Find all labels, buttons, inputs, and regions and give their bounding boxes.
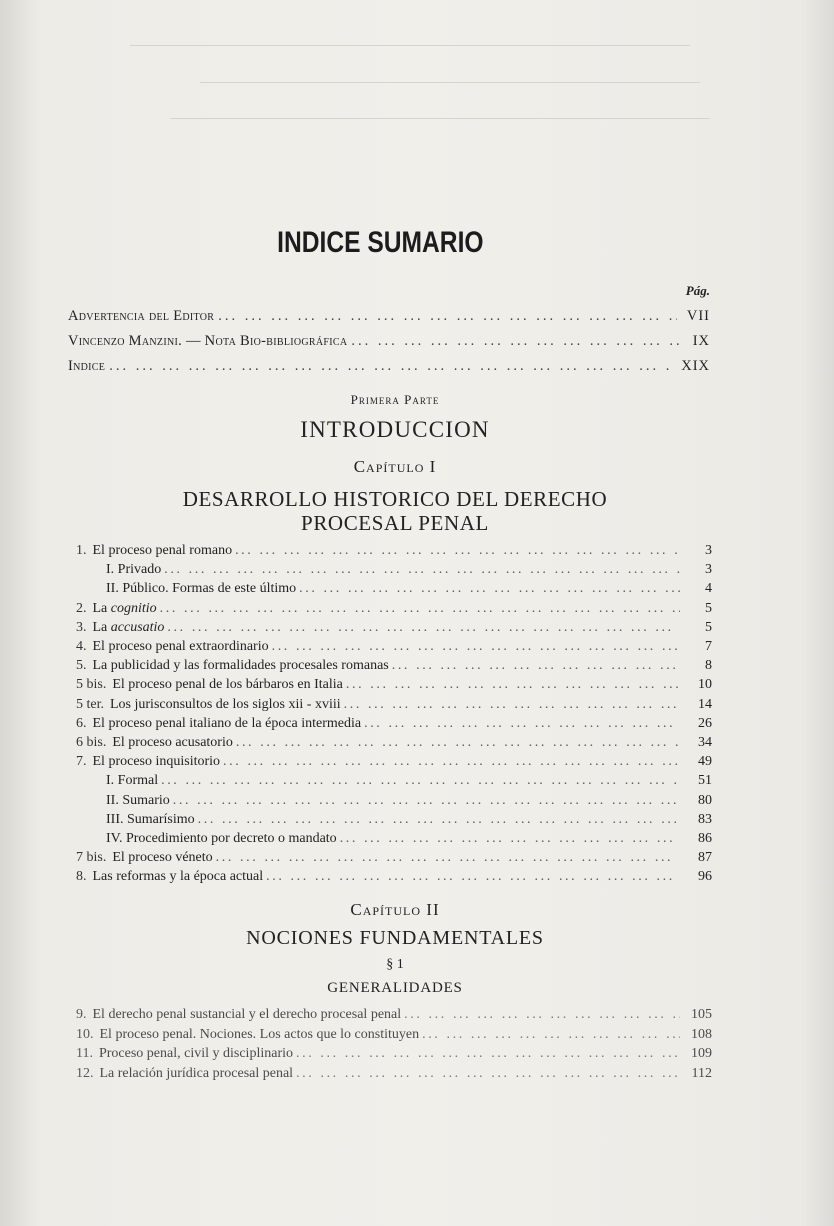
toc-entry-number: 10. [76, 1026, 94, 1042]
leader-dots [161, 773, 680, 789]
front-matter-page: VII [686, 308, 710, 324]
toc-entry [76, 620, 712, 639]
toc-entry [76, 1007, 712, 1026]
toc-entry-page: 105 [691, 1007, 712, 1022]
chapter-title-line2: PROCESAL PENAL [301, 511, 489, 535]
toc-entry-text: III. Sumarísimo [106, 811, 195, 827]
section-number: § 1 [386, 957, 404, 972]
toc-entry-number: 6. [76, 715, 87, 731]
leader-dots [422, 1027, 680, 1043]
toc-entry [76, 850, 712, 869]
toc-entry-text: El proceso penal italiano de la época intermedia [92, 715, 362, 731]
leader-dots [235, 543, 680, 559]
toc-entry-page: 7 [705, 639, 712, 654]
leader-dots [346, 677, 680, 693]
toc-entry-text: El proceso véneto [112, 850, 213, 866]
bleed-through-line [200, 82, 700, 83]
leader-dots [296, 1066, 680, 1082]
front-matter-page: IX [692, 333, 710, 349]
leader-dots [216, 850, 680, 866]
bleed-through-line [170, 118, 710, 119]
toc-entry-number: 4. [76, 639, 87, 654]
leader-dots [266, 869, 680, 885]
toc-entry-page: 112 [691, 1065, 712, 1081]
toc-entry [76, 601, 712, 620]
toc-entry [76, 562, 712, 581]
front-matter-label: Indice [68, 358, 106, 374]
chapter-label: Capítulo I [353, 457, 437, 476]
front-matter-label: Vincenzo Manzini. — Nota Bio-bibliográfica [68, 333, 348, 349]
toc-entry-text: IV. Procedimiento por decreto o mandato [106, 831, 337, 846]
toc-entry-page: 49 [698, 754, 712, 770]
page-title: INDICE SUMARIO [277, 226, 484, 259]
toc-entry [76, 697, 712, 716]
leader-dots [160, 601, 680, 617]
leader-dots [173, 793, 680, 809]
toc-entry-text: La accusatio [92, 619, 165, 635]
toc-entry [76, 1066, 712, 1085]
latin-term: accusatio [110, 619, 165, 635]
toc-entry-page: 96 [698, 869, 712, 885]
toc-entry-page: 108 [691, 1026, 712, 1042]
leader-dots [392, 658, 680, 674]
toc-entry-text: II. Público. Formas de este último [106, 581, 297, 597]
toc-entry-text: El proceso inquisitorio [92, 754, 221, 770]
toc-entry-number: 9. [76, 1007, 87, 1022]
toc-entry [76, 639, 712, 658]
leader-dots [167, 620, 680, 636]
toc-entry-text: I. Formal [106, 773, 159, 789]
toc-entry-page: 26 [698, 715, 712, 731]
leader-dots [109, 358, 671, 375]
toc-entry-number: 12. [76, 1065, 94, 1081]
toc-entry [76, 677, 712, 696]
toc-entry-number: 5 bis. [76, 677, 107, 693]
chapter-label: Capítulo II [350, 900, 440, 919]
toc-entry [76, 1046, 712, 1065]
toc-entry-page: 8 [705, 658, 712, 674]
leader-dots [299, 581, 680, 597]
toc-entry-number: 2. [76, 600, 87, 616]
toc-entry-page: 51 [698, 773, 712, 789]
toc-entry-page: 14 [698, 696, 712, 712]
toc-entry-page: 109 [691, 1046, 712, 1061]
toc-entry-text: La relación jurídica procesal penal [99, 1065, 294, 1081]
toc-entry-number: 7 bis. [76, 850, 107, 866]
toc-entry-text: II. Sumario [106, 792, 170, 808]
toc-entry [76, 581, 712, 600]
leader-dots [164, 562, 680, 578]
toc-entry-page: 80 [698, 792, 712, 808]
toc-entry-page: 10 [698, 677, 712, 693]
front-matter-page: XIX [681, 358, 710, 374]
leader-dots [351, 333, 682, 350]
toc-entry-page: 34 [698, 735, 712, 750]
toc-entry-text: I. Privado [106, 562, 162, 578]
bleed-through-line [130, 45, 690, 46]
toc-entry-number: 1. [76, 543, 87, 558]
toc-entry [76, 831, 712, 850]
leader-dots [340, 831, 680, 847]
toc-entry [76, 658, 712, 677]
toc-entry-number: 3. [76, 619, 87, 635]
page-column-label: Pág. [685, 283, 710, 298]
leader-dots [344, 697, 680, 713]
toc-entry-number: 5 ter. [76, 696, 104, 712]
chapter-title-line1: DESARROLLO HISTORICO DEL DERECHO [182, 487, 608, 511]
chapter-title: NOCIONES FUNDAMENTALES [246, 927, 544, 949]
toc-entry-text: La publicidad y las formalidades procesales romanas [92, 658, 389, 674]
toc-entry [76, 793, 712, 812]
leader-dots [272, 639, 680, 655]
toc-entry-text: El derecho penal sustancial y el derecho procesal penal [92, 1007, 402, 1022]
toc-entry-page: 3 [705, 562, 712, 578]
toc-entry [76, 1027, 712, 1046]
toc-entry-number: 8. [76, 869, 87, 885]
toc-entry-text: Proceso penal, civil y disciplinario [98, 1046, 293, 1061]
section-title: GENERALIDADES [327, 980, 463, 996]
toc-entry-page: 5 [705, 600, 712, 616]
toc-entry-text: El proceso acusatorio [112, 735, 233, 750]
leader-dots [236, 735, 680, 751]
toc-entry-number: 6 bis. [76, 735, 107, 750]
toc-entry-text: La cognitio [92, 600, 157, 616]
leader-dots [364, 716, 680, 732]
toc-entry [76, 754, 712, 773]
toc-entry [76, 869, 712, 888]
front-matter-label: Advertencia del Editor [68, 308, 215, 324]
toc-entry-text: Las reformas y la época actual [92, 869, 264, 885]
latin-term: cognitio [110, 600, 157, 616]
toc-entry-page: 86 [698, 831, 712, 846]
front-matter-row [68, 333, 710, 350]
toc-entry-page: 5 [705, 619, 712, 635]
leader-dots [404, 1007, 680, 1023]
leader-dots [296, 1046, 680, 1062]
toc-entry-page: 83 [698, 811, 712, 827]
toc-entry-page: 4 [705, 581, 712, 597]
part-heading: Primera Parte [350, 392, 440, 407]
toc-entry-page: 3 [705, 543, 712, 558]
toc-entry-text: El proceso penal. Nociones. Los actos que lo constituyen [99, 1026, 420, 1042]
toc-entry-number: 11. [76, 1046, 93, 1061]
toc-entry [76, 716, 712, 735]
introduction-heading: INTRODUCCION [300, 417, 490, 442]
toc-entry-text: El proceso penal de los bárbaros en Italia [112, 677, 343, 693]
leader-dots [223, 754, 680, 770]
toc-entry [76, 543, 712, 562]
toc-entry-number: 7. [76, 754, 87, 770]
toc-entry [76, 735, 712, 754]
toc-entry-page: 87 [698, 850, 712, 866]
front-matter-row [68, 358, 710, 375]
leader-dots [198, 812, 680, 828]
front-matter-row [68, 308, 710, 325]
toc-entry [76, 773, 712, 792]
toc-entry-text: El proceso penal romano [92, 543, 233, 558]
toc-entry [76, 812, 712, 831]
toc-entry-text: El proceso penal extraordinario [92, 639, 269, 654]
leader-dots [218, 308, 677, 325]
toc-entry-text: Los jurisconsultos de los siglos xii - xviii [110, 696, 341, 712]
toc-entry-number: 5. [76, 658, 87, 674]
